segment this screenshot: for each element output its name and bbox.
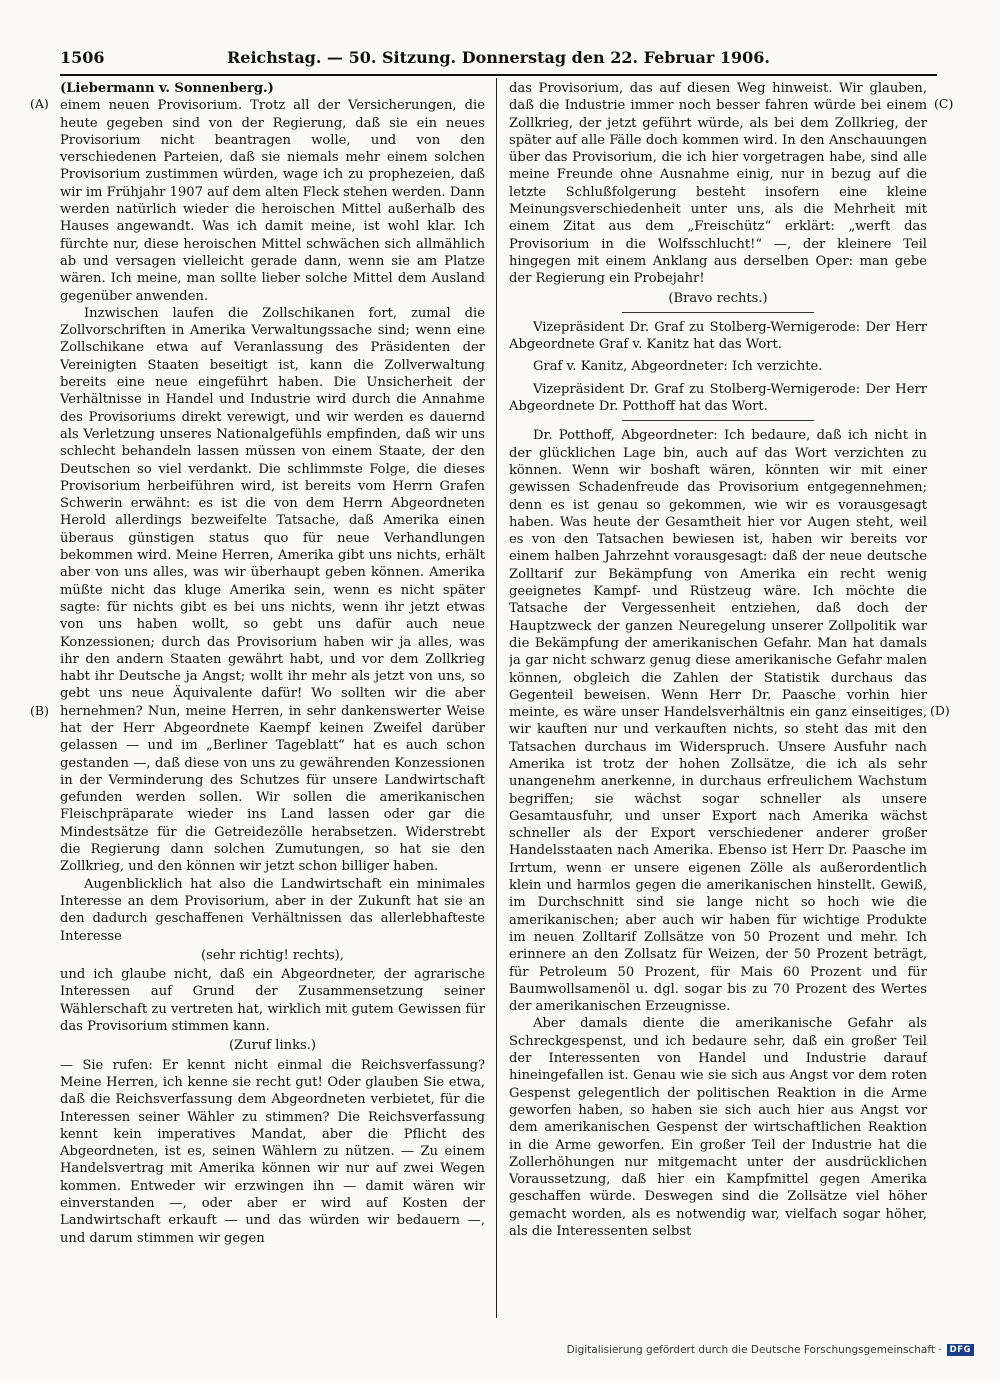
header-rule <box>60 74 937 76</box>
margin-marker-d: (D) <box>930 703 950 718</box>
footer-credit: Digitalisierung gefördert durch die Deutsche Forschungsgemeinschaft · <box>566 1344 942 1356</box>
section-rule <box>622 420 814 421</box>
section-rule <box>622 312 814 313</box>
speaker-label: (Liebermann v. Sonnenberg.) <box>60 81 274 96</box>
dfg-logo: DFG <box>947 1344 974 1356</box>
speaker-turn: Vizepräsident Dr. Graf zu Stolberg-Wernigerode: Der Herr Abgeordnete Dr. Potthoff hat das Wort. <box>509 381 927 415</box>
margin-marker-c: (C) <box>934 96 954 111</box>
speaker-turn: Vizepräsident Dr. Graf zu Stolberg-Wernigerode: Der Herr Abgeordnete Graf v. Kanitz hat das Wort. <box>509 319 927 353</box>
right-column <box>509 80 927 1315</box>
paragraph: Dr. Potthoff, Abgeordneter: Ich bedaure, daß ich nicht in der glücklichen Lage bin, auch auf das Wort verzichten zu können. Wenn wir boshaft wären, könnten wir mit einer gewissen Schadenfreude das Provisorium entgegennehmen; denn es ist genau so gekommen, wie wir es vorausgesagt haben. Was heute der Gesamtheit hier vor Augen steht, weil es von den Tatsachen bewiesen ist, haben wir bereits vor einem halben Jahrzehnt vorausgesagt: daß der neue deutsche Zolltarif zur Bekämpfung von Amerika ein recht wenig geeignetes Kampf- und Rüstzeug wäre. Ich möchte die Tatsache der Vergessenheit entziehen, daß doch der Hauptzweck der ganzen Neuregelung unserer Zollpolitik war die Bekämpfung der amerikanischen Gefahr. Man hat damals ja gar nicht schwarz genug diese amerikanische Gefahr malen können, obgleich die Zahlen der Statistik durchaus das Gegenteil beweisen. Wenn Herr Dr. Paasche vorhin hier meinte, es wäre unser Handelsverhältnis ein ganz einseitiges, wir kauften nur und verkauften nichts, so steht das mit den Tatsachen durchaus im Widerspruch. Unsere Ausfuhr nach Amerika ist trotz der hohen Zollsätze, die ich als sehr unangenehm anerkenne, in durchaus erfreulichem Wachstum begriffen; sie wächst sogar schneller als unsere Gesamtausfuhr, und unser Export nach Amerika wächst schneller als der Export verschiedener anderer großer Handelsstaaten nach Amerika. Ebenso ist Herr Dr. Paasche im Irrtum, wenn er unsere eigenen Zölle als außerordentlich klein und harmlos gegen die amerikanischen hinstellt. Gewiß, im Durchschnitt sind sie lange nicht so hoch wie die amerikanischen; aber auch wir haben für wichtige Produkte im neuen Zolltarif Zollsätze von 50 Prozent und mehr. Ich erinnere an den Zollsatz für Weizen, der 50 Prozent beträgt, für Petroleum 50 Prozent, für Mais 60 Prozent und für Baumwollsamenöl u. dgl. sogar bis zu 70 Prozent des Wertes der amerikanischen Erzeugnisse. <box>509 428 927 1015</box>
interjection: (Bravo rechts.) <box>668 290 768 306</box>
page-number: 1506 <box>60 48 105 67</box>
interjection: (Zuruf links.) <box>228 1038 317 1054</box>
paragraph: Augenblicklich hat also die Landwirtschaft ein minimales Interesse an dem Provisorium, aber in der Zukunft hat sie an den dadurch geschaffenen Verhältnissen das allerlebhafteste Interesse <box>60 876 485 944</box>
paragraph: das Provisorium, das auf diesen Weg hinweist. Wir glauben, daß die Industrie immer noch besser fahren würde bei einem Zollkrieg, der jetzt geführt würde, als bei dem Zollkrieg, der später auf alle Fälle doch kommen wird. In den Anschauungen über das Provisorium, die ich hier vorgetragen habe, sind alle meine Freunde ohne Ausnahme einig, nur in bezug auf die letzte Schlußfolgerung besteht insofern eine kleine Meinungsverschiedenheit unter uns, als die Mehrheit mit einem Zitat aus dem „Freischütz“ erklärt: „werft das Provisorium in die Wolfsschlucht!“ —, der kleinere Teil hingegen mit einem Anklang aus derselben Oper: man gebe der Regierung ein Probejahr! <box>509 81 927 287</box>
speaker-turn: Graf v. Kanitz, Abgeordneter: Ich verzichte. <box>533 359 823 375</box>
paragraph: Inzwischen laufen die Zollschikanen fort, zumal die Zollvorschriften in Amerika Verwaltungssache sind; wenn eine Zollschikane etwa auf Veranlassung des Präsidenten der Vereinigten Staaten beseitigt ist, kann die Zollverwaltung bereits eine neue eingeführt haben. Die Unsicherheit der Verhältnisse in Handel und Industrie wird durch die Annahme des Provisoriums direkt verewigt, und wir werden es dauernd als Verletzung unseres Nationalgefühls empfinden, daß wir uns schlecht behandeln lassen müssen von einem Staate, der den Deutschen so viel verdankt. Die schlimmste Folge, die dieses Provisorium herbeiführen wird, ist bereits vom Herrn Grafen Schwerin erwähnt: es ist die von dem Herrn Abgeordneten Herold allerdings bezweifelte Tatsache, daß Amerika einen überaus günstigen status quo für neue Verhandlungen bekommen wird. Meine Herren, Amerika gibt uns nichts, erhält aber von uns alles, was wir überhaupt geben können. Amerika müßte nicht das kluge Amerika sein, wenn es nicht später sagte: für nichts gibt es bei uns nichts, wenn ihr jetzt etwas von uns haben wollt, so gebt uns dafür auch neue Konzessionen; durch das Provisorium haben wir ja alles, was ihr den andern Staaten gewährt habt, und vor dem Zollkrieg habt ihr Deutsche ja Angst; wollt ihr mehr als jetzt von uns, so gebt uns neue Äquivalente dafür! Wo sollten wir die aber hernehmen? Nun, meine Herren, in sehr dankenswerter Weise hat der Herr Abgeordnete Kaempf keinen Zweifel darüber gelassen — und im „Berliner Tageblatt“ hat es auch schon gestanden —, daß diese von uns zu gewährenden Konzessionen in der Verminderung des Schutzes für unsere Landwirtschaft gefunden werden sollen. Wir sollen die amerikanischen Fleischpräparate wieder ins Land lassen oder gar die Mindestsätze für die Getreidezölle herabsetzen. Widerstrebt die Regierung dann solchen Zumutungen, so hat sie den Zollkrieg, und den können wir jetzt schon billiger haben. <box>60 305 485 875</box>
interjection: (sehr richtig! rechts), <box>201 947 344 963</box>
left-column <box>60 80 485 1315</box>
digitization-footer <box>567 1344 974 1356</box>
page-title: Reichstag. — 50. Sitzung. Donnerstag den 22. Februar 1906. <box>226 48 770 67</box>
column-divider <box>496 78 497 1318</box>
paragraph: einem neuen Provisorium. Trotz all der Versicherungen, die heute gegeben sind von der Regierung, daß sie ein neues Provisorium nicht beantragen wolle, und von den verschiedenen Parteien, daß sie niemals mehr einem solchen Provisorium zustimmen würden, wage ich zu prophezeien, daß wir im Frühjahr 1907 auf dem alten Fleck stehen werden. Dann werden natürlich wieder die heroischen Mittel außerhalb des Hauses angewandt. Was ich damit meine, ist wohl klar. Ich fürchte nur, diese heroischen Mittel schwächen sich allmählich ab und versagen vielleicht gerade dann, wenn sie am Platze wären. Ich meine, man sollte lieber solche Mittel dem Ausland gegenüber anwenden. <box>60 98 485 304</box>
paragraph: — Sie rufen: Er kennt nicht einmal die Reichsverfassung? Meine Herren, ich kenne sie recht gut! Oder glauben Sie etwa, daß die Reichsverfassung dem Abgeordneten verbietet, für die Interessen seiner Wähler zu stimmen? Die Reichsverfassung kennt kein imperatives Mandat, aber die Pflicht des Abgeordneten, ist es, seinen Wählern zu nützen. — Zu einem Handelsvertrag mit Amerika können wir nur auf zwei Wegen kommen. Entweder wir erzwingen ihn — damit wären wir einverstanden —, oder aber er wird auf Kosten der Landwirtschaft erkauft — und das würden wir bedauern —, und darum stimmen wir gegen <box>60 1057 485 1246</box>
margin-marker-b: (B) <box>30 703 49 718</box>
paragraph: Aber damals diente die amerikanische Gefahr als Schreckgespenst, und ich bedaure sehr, daß ein großer Teil der Interessenten von Handel und Industrie darauf hineingefallen ist. Genau wie sie sich aus Angst vor dem roten Gespenst gelegentlich der politischen Reaktion in die Arme geworfen haben, so haben sie sich auch hier aus Angst vor dem amerikanischen Gespenst der wirtschaftlichen Reaktion in die Arme geworfen. Ein großer Teil der Industrie hat die Zollerhöhungen nur mitgemacht unter der ausdrücklichen Voraussetzung, daß hier ein Kampfmittel gegen Amerika geschaffen würde. Deswegen sind die Zollsätze viel höher gemacht worden, als es notwendig war, vielfach sogar höher, als die Interessenten selbst <box>509 1016 927 1239</box>
page-header <box>60 46 937 72</box>
margin-marker-a: (A) <box>30 96 49 111</box>
paragraph: und ich glaube nicht, daß ein Abgeordneter, der agrarische Interessen auf Grund der Zusammensetzung seiner Wählerschaft zu vertreten hat, wirklich mit gutem Gewissen für das Provisorium stimmen kann. <box>60 967 485 1035</box>
